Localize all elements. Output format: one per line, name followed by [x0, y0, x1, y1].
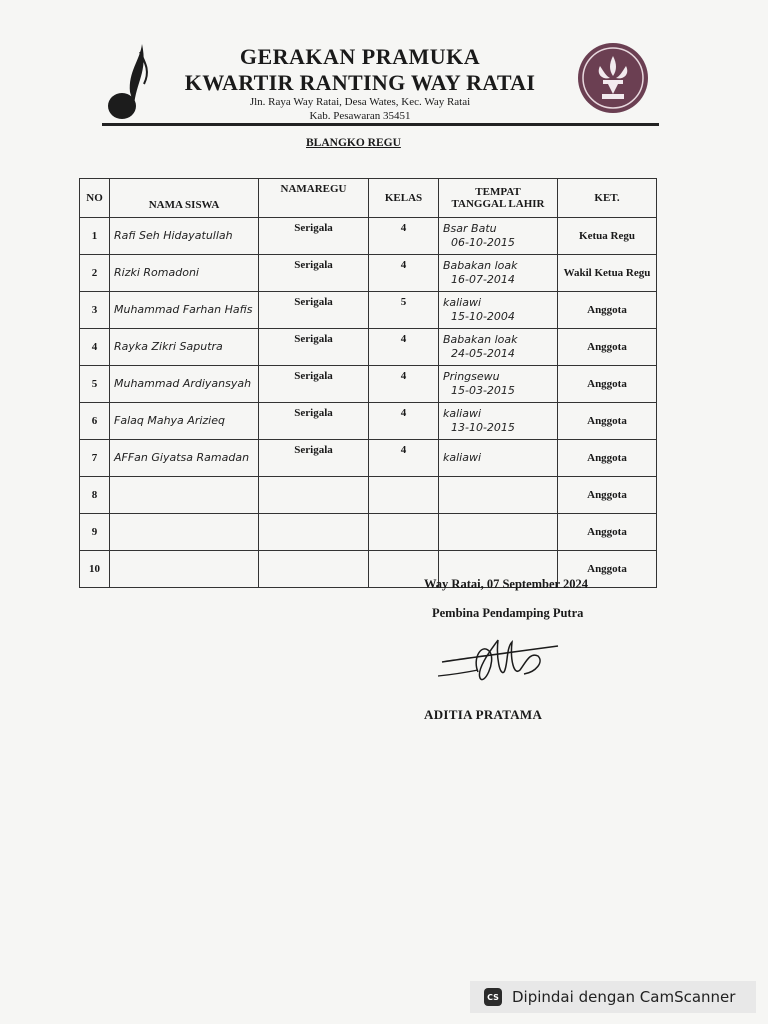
student-name: Muhammad Farhan Hafis [110, 292, 259, 329]
table-row [80, 366, 657, 403]
table-row [80, 403, 657, 440]
table-row [80, 440, 657, 477]
birth-place: kaliawi [443, 296, 482, 309]
birth-place-date [439, 255, 558, 292]
row-number: 6 [80, 403, 110, 440]
birth-place: kaliawi [443, 451, 482, 464]
document-title: BLANGKO REGU [306, 137, 401, 149]
role-note: Ketua Regu [558, 218, 657, 255]
table-row [80, 292, 657, 329]
table-header-row [80, 179, 657, 218]
class-number: 5 [369, 292, 439, 329]
birth-place-date [439, 218, 558, 255]
address-line: Jln. Raya Way Ratai, Desa Wates, Kec. Way Ratai [249, 96, 471, 108]
row-number: 1 [80, 218, 110, 255]
student-name: Muhammad Ardiyansyah [110, 366, 259, 403]
regu-name [259, 514, 369, 551]
class-number: 4 [369, 403, 439, 440]
class-number [369, 514, 439, 551]
birth-place-date [439, 514, 558, 551]
regu-name: Serigala [259, 440, 369, 477]
table-row [80, 218, 657, 255]
class-number: 4 [369, 255, 439, 292]
role-note: Anggota [558, 551, 657, 588]
role-note: Anggota [558, 440, 657, 477]
birth-date: 06-10-2015 [451, 236, 515, 249]
camscanner-label: Dipindai dengan CamScanner [512, 988, 736, 1006]
regu-name [259, 551, 369, 588]
row-number: 10 [80, 551, 110, 588]
organization-branch: KWARTIR RANTING WAY RATAI [184, 70, 536, 95]
row-number: 9 [80, 514, 110, 551]
class-number [369, 477, 439, 514]
birth-place-date [439, 477, 558, 514]
role-note: Anggota [558, 366, 657, 403]
student-name [110, 514, 259, 551]
row-number: 8 [80, 477, 110, 514]
role-note: Anggota [558, 329, 657, 366]
role-note: Wakil Ketua Regu [558, 255, 657, 292]
column-header-ket: KET. [558, 179, 657, 218]
header-divider [102, 123, 659, 126]
birth-date: 15-10-2004 [451, 310, 515, 323]
student-name: Rizki Romadoni [110, 255, 259, 292]
student-name: AFFan Giyatsa Ramadan [110, 440, 259, 477]
student-name: Rafi Seh Hidayatullah [110, 218, 259, 255]
row-number: 7 [80, 440, 110, 477]
birth-place: Bsar Batu [443, 222, 497, 235]
student-name [110, 477, 259, 514]
column-header-ttl [439, 179, 558, 218]
regu-table [79, 178, 657, 588]
class-number: 4 [369, 329, 439, 366]
camscanner-icon: CS [484, 988, 502, 1006]
regu-name [259, 477, 369, 514]
birth-place-date [439, 403, 558, 440]
regu-name: Serigala [259, 403, 369, 440]
birth-place: Babakan loak [443, 333, 518, 346]
role-note: Anggota [558, 292, 657, 329]
column-header-nama: NAMA SISWA [110, 179, 259, 218]
column-header-tanggal: TANGGAL LAHIR [451, 198, 545, 210]
organization-name: GERAKAN PRAMUKA [239, 44, 481, 69]
regu-name: Serigala [259, 366, 369, 403]
row-number: 5 [80, 366, 110, 403]
table-row [80, 514, 657, 551]
class-number: 4 [369, 440, 439, 477]
regu-name: Serigala [259, 255, 369, 292]
birth-date: 13-10-2015 [451, 421, 515, 434]
column-header-regu: NAMAREGU [259, 179, 369, 218]
camscanner-badge [470, 981, 756, 1013]
birth-place-date [439, 366, 558, 403]
address-regency: Kab. Pesawaran 35451 [309, 110, 411, 122]
student-name: Rayka Zikri Saputra [110, 329, 259, 366]
column-header-tempat: TEMPAT [475, 186, 521, 198]
signer-name: ADITIA PRATAMA [424, 707, 543, 722]
regu-name: Serigala [259, 292, 369, 329]
regu-name: Serigala [259, 329, 369, 366]
birth-date: 16-07-2014 [451, 273, 515, 286]
birth-date: 15-03-2015 [451, 384, 515, 397]
regu-name: Serigala [259, 218, 369, 255]
column-header-no: NO [80, 179, 110, 218]
role-note: Anggota [558, 403, 657, 440]
scout-emblem-icon [576, 42, 650, 114]
class-number: 4 [369, 366, 439, 403]
row-number: 3 [80, 292, 110, 329]
column-header-kelas: KELAS [369, 179, 439, 218]
table-row [80, 477, 657, 514]
signer-role: Pembina Pendamping Putra [432, 606, 584, 620]
birth-place-date [439, 329, 558, 366]
role-note: Anggota [558, 514, 657, 551]
table-row [80, 329, 657, 366]
place-date: Way Ratai, 07 September 2024 [424, 577, 588, 591]
birth-place-date [439, 292, 558, 329]
birth-place: Pringsewu [443, 370, 500, 383]
tunas-kelapa-logo-icon [104, 42, 152, 124]
birth-place: Babakan loak [443, 259, 518, 272]
role-note: Anggota [558, 477, 657, 514]
student-name: Falaq Mahya Arizieq [110, 403, 259, 440]
row-number: 2 [80, 255, 110, 292]
signature-icon [438, 632, 562, 690]
birth-place-date [439, 440, 558, 477]
birth-place: kaliawi [443, 407, 482, 420]
student-name [110, 551, 259, 588]
class-number: 4 [369, 218, 439, 255]
row-number: 4 [80, 329, 110, 366]
table-row [80, 255, 657, 292]
birth-date: 24-05-2014 [451, 347, 515, 360]
